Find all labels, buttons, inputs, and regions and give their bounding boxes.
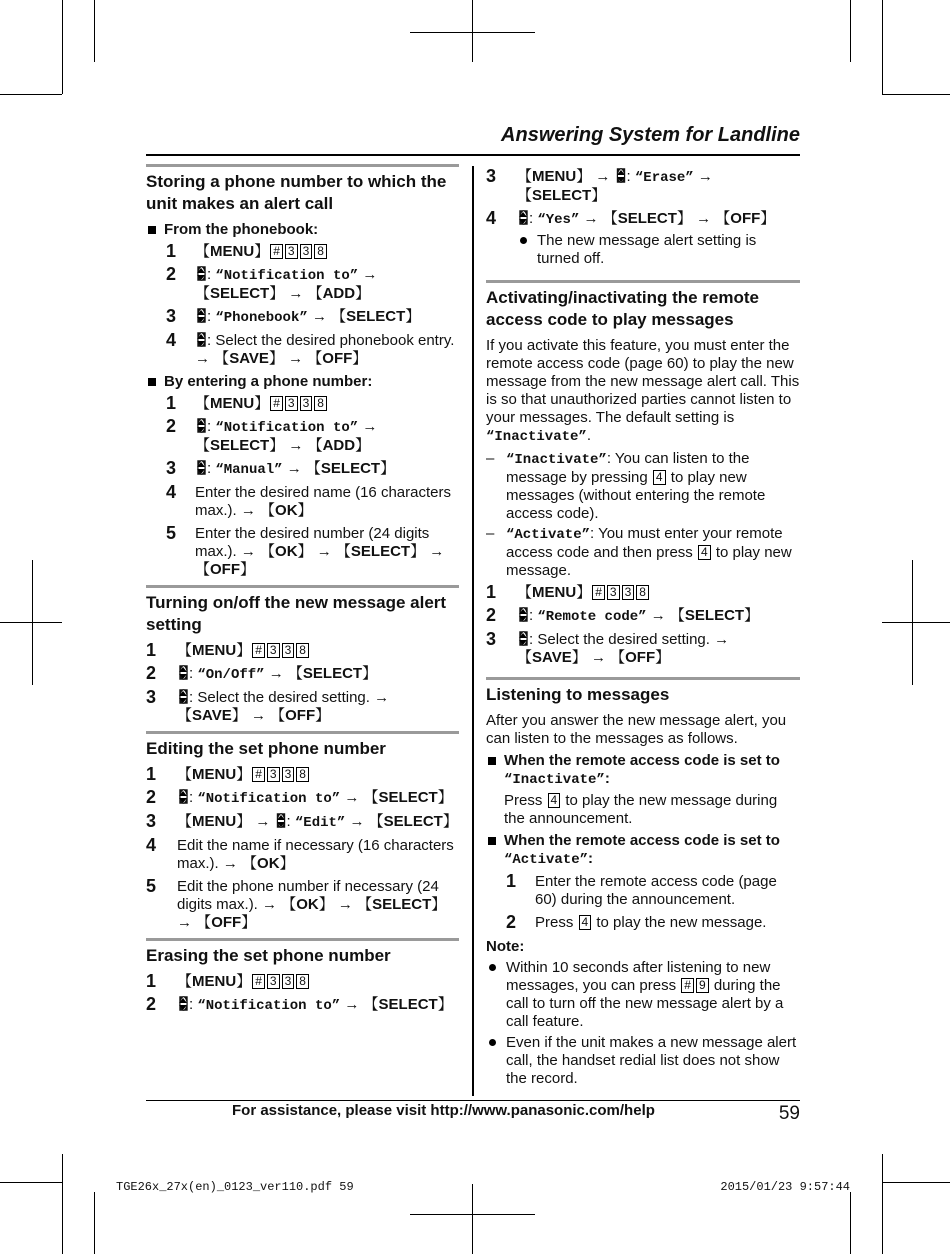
step: 1 【 MENU 】 # 3 3 8 (146, 642, 459, 660)
dash-item: – “Inactivate”: You can listen to the message by pressing 4 to play new messages (without entering the remote access code). (486, 450, 800, 523)
up-down-key-icon (615, 168, 627, 184)
crop-mark (882, 1154, 883, 1254)
up-down-key-icon (275, 813, 287, 829)
crop-mark (472, 0, 473, 62)
step: 3 【 】 : Select the desired setting. → 【 SAVE 】 → 【 OFF 】 (146, 689, 459, 725)
section-storing (146, 164, 459, 579)
step: 4 【 】 : Select the desired phonebook entry. → 【 SAVE 】 → 【 OFF 】 (146, 332, 459, 368)
crop-mark (0, 622, 62, 623)
bullet-item: Within 10 seconds after listening to new messages, you can press # 9 during the call to turn off the new message alert by a call feature. (486, 959, 800, 1031)
section-erasing (146, 938, 459, 1015)
step: 2 【 】 : “Notification to” → 【 SELECT 】 → 【 ADD 】 (146, 418, 459, 455)
column-divider (472, 166, 474, 1096)
crop-mark (472, 1184, 473, 1254)
section-turning (146, 585, 459, 725)
step: 1 【 MENU 】 # 3 3 8 (486, 584, 800, 602)
paragraph: Press 4 to play the new message during the announcement. (504, 792, 778, 827)
section-erasing-continued (486, 168, 800, 268)
up-down-key-icon (195, 266, 207, 282)
section-title: Erasing the set phone number (146, 946, 391, 965)
print-file-info: TGE26x_27x(en)_0123_ver110.pdf 59 (116, 1180, 354, 1194)
crop-mark (32, 560, 33, 685)
up-down-key-icon (177, 689, 189, 705)
step: 2 【 】 : “Notification to” → 【 SELECT 】 → 【 ADD 】 (146, 266, 459, 303)
note-label: Note: (486, 938, 525, 955)
step: 3 【 MENU 】 → 【 】 : “Erase” → 【 SELECT 】 (486, 168, 800, 205)
subheading-by-entering: By entering a phone number: (146, 373, 459, 391)
left-column (146, 164, 459, 1020)
crop-mark (882, 622, 950, 623)
section-title: Turning on/off the new message alert setting (146, 593, 447, 634)
crop-mark (94, 1192, 95, 1254)
step: 4 Enter the desired name (16 characters max.). → 【 OK 】 (146, 484, 459, 520)
step: 2 【 】 : “Notification to” → 【 SELECT 】 (146, 789, 459, 808)
crop-mark (62, 1154, 63, 1254)
subheading-from-phonebook: From the phonebook: (146, 221, 459, 239)
bullet-item: The new message alert setting is turned off. (517, 232, 800, 268)
up-down-key-icon (195, 308, 207, 324)
up-down-key-icon (195, 460, 207, 476)
header-rule (146, 154, 800, 156)
subheading-inactivate: When the remote access code is set to “Inactivate”: (486, 752, 800, 789)
step: 3 【 】 : “Phonebook” → 【 SELECT 】 (146, 308, 459, 327)
up-down-key-icon (517, 631, 529, 647)
footer-assistance: For assistance, please visit http://www.panasonic.com/help (232, 1102, 655, 1119)
step: 3 【 】 : Select the desired setting. → 【 SAVE 】 → 【 OFF 】 (486, 631, 800, 667)
step: 5 Enter the desired number (24 digits max.). → 【 OK 】 → 【 SELECT 】 → 【 OFF 】 (146, 525, 459, 579)
step: 4 Edit the name if necessary (16 characters max.). → 【 OK 】 (146, 837, 459, 873)
page-header-title: Answering System for Landline (501, 124, 800, 146)
right-column (486, 164, 800, 1091)
up-down-key-icon (177, 789, 189, 805)
step: 1 【 MENU 】 # 3 3 8 (146, 395, 459, 413)
step: 1 【 MENU 】 # 3 3 8 (146, 243, 459, 261)
step: 2 【 】 : “Remote code” → 【 SELECT 】 (486, 607, 800, 626)
subheading-activate: When the remote access code is set to “Activate”: (486, 832, 800, 869)
crop-mark (882, 0, 883, 94)
section-title: Editing the set phone number (146, 739, 386, 758)
up-down-key-icon (517, 607, 529, 623)
step: 2 Press 4 to play the new message. (506, 912, 767, 932)
crop-mark (62, 0, 63, 94)
crop-mark (882, 1182, 950, 1183)
step: 2 【 】 : “On/Off” → 【 SELECT 】 (146, 665, 459, 684)
up-down-key-icon (195, 332, 207, 348)
section-editing (146, 731, 459, 932)
crop-mark (882, 94, 950, 95)
step: 1 【 MENU 】 # 3 3 8 (146, 973, 459, 991)
crop-mark (850, 0, 851, 62)
section-title: Listening to messages (486, 685, 670, 704)
page-number: 59 (778, 1103, 800, 1124)
crop-mark (850, 1192, 851, 1254)
up-down-key-icon (177, 996, 189, 1012)
step: 2 【 】 : “Notification to” → 【 SELECT 】 (146, 996, 459, 1015)
paragraph: If you activate this feature, you must enter the remote access code (page 60) to play the new message from the new message alert call. This is so that unauthorized parties cannot listen to your messages. The default setting is “Inactivate”. (486, 337, 800, 445)
print-timestamp: 2015/01/23 9:57:44 (720, 1180, 850, 1194)
crop-mark (912, 560, 913, 685)
section-title: Activating/inactivating the remote access code to play messages (486, 288, 759, 329)
crop-mark (0, 1182, 62, 1183)
bullet-item: Even if the unit makes a new message alert call, the handset redial list does not show the record. (486, 1034, 800, 1088)
footer-rule (146, 1100, 800, 1101)
step: 3 【 】 : “Manual” → 【 SELECT 】 (146, 460, 459, 479)
crop-mark (0, 94, 62, 95)
up-down-key-icon (195, 418, 207, 434)
step: 3 【 MENU 】 → 【 】 : “Edit” → 【 SELECT 】 (146, 813, 459, 832)
step: 5 Edit the phone number if necessary (24 digits max.). → 【 OK 】 → 【 SELECT 】 → 【 OFF 】 (146, 878, 459, 932)
dash-item: – “Activate”: You must enter your remote access code and then press 4 to play new message. (486, 525, 800, 580)
up-down-key-icon (517, 210, 529, 226)
section-activating (486, 280, 800, 667)
section-listening (486, 677, 800, 1088)
step: 4 【 】 : “Yes” → 【 SELECT 】 → 【 OFF 】 The new message alert setting is turned off. (486, 210, 800, 268)
crop-mark (94, 0, 95, 62)
step: 1 Enter the remote access code (page 60) during the announcement. (506, 871, 777, 908)
up-down-key-icon (177, 665, 189, 681)
step: 1 【 MENU 】 # 3 3 8 (146, 766, 459, 784)
paragraph: After you answer the new message alert, you can listen to the messages as follows. (486, 712, 787, 747)
section-title: Storing a phone number to which the unit makes an alert call (146, 172, 447, 213)
